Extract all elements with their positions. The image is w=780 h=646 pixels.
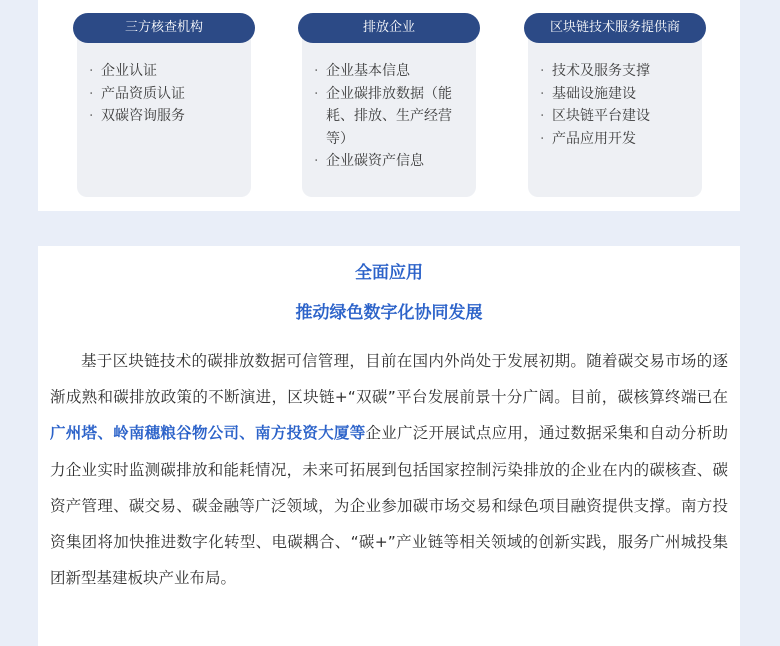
card-title: 区块链技术服务提供商 (524, 13, 706, 43)
card-title: 三方核查机构 (73, 13, 255, 43)
highlighted-sites: 广州塔、岭南穗粮谷物公司、南方投资大厦等 (50, 424, 366, 443)
list-item: · 企业基本信息 (314, 60, 468, 83)
list-item: · 企业认证 (89, 60, 243, 83)
list-item: · 双碳咨询服务 (89, 105, 243, 128)
body-paragraph (50, 343, 728, 596)
card-title: 排放企业 (298, 13, 480, 43)
paragraph-text: 基于区块链技术的碳排放数据可信管理，目前在国内外尚处于发展初期。随着碳交易市场的逐渐成熟和碳排放政策的不断演进，区块链+“双碳”平台发展前景十分广阔。目前，碳核算终端已在 (50, 352, 728, 407)
paragraph-text: 企业广泛开展试点应用，通过数据采集和自动分析助力企业实时监测碳排放和能耗情况，未来可拓展到包括国家控制污染排放的企业在内的碳核查、碳资产管理、碳交易、碳金融等广泛领域，为企业参加碳市场交易和绿色项目融资提供支撑。南方投资集团将加快推进数字化转型、电碳耦合、“碳+”产业链等相关领域的创新实践，服务广州城投集团新型基建板块产业布局。 (50, 424, 728, 588)
card-item-list (314, 60, 468, 173)
list-item: · 企业碳排放数据（能耗、排放、生产经营等） (314, 83, 468, 151)
application-section (38, 246, 740, 646)
card-item-list (89, 60, 243, 128)
list-item: · 产品资质认证 (89, 83, 243, 106)
list-item: · 技术及服务支撑 (540, 60, 694, 83)
list-item: · 企业碳资产信息 (314, 150, 468, 173)
card-item-list (540, 60, 694, 150)
card-third-party-verifier (77, 13, 251, 197)
list-item: · 基础设施建设 (540, 83, 694, 106)
card-emission-enterprise (302, 13, 476, 197)
section-title: 全面应用 (355, 263, 423, 283)
list-item: · 产品应用开发 (540, 128, 694, 151)
participants-panel (38, 0, 740, 211)
card-blockchain-provider (528, 13, 702, 197)
list-item: · 区块链平台建设 (540, 105, 694, 128)
section-subtitle: 推动绿色数字化协同发展 (295, 303, 483, 323)
